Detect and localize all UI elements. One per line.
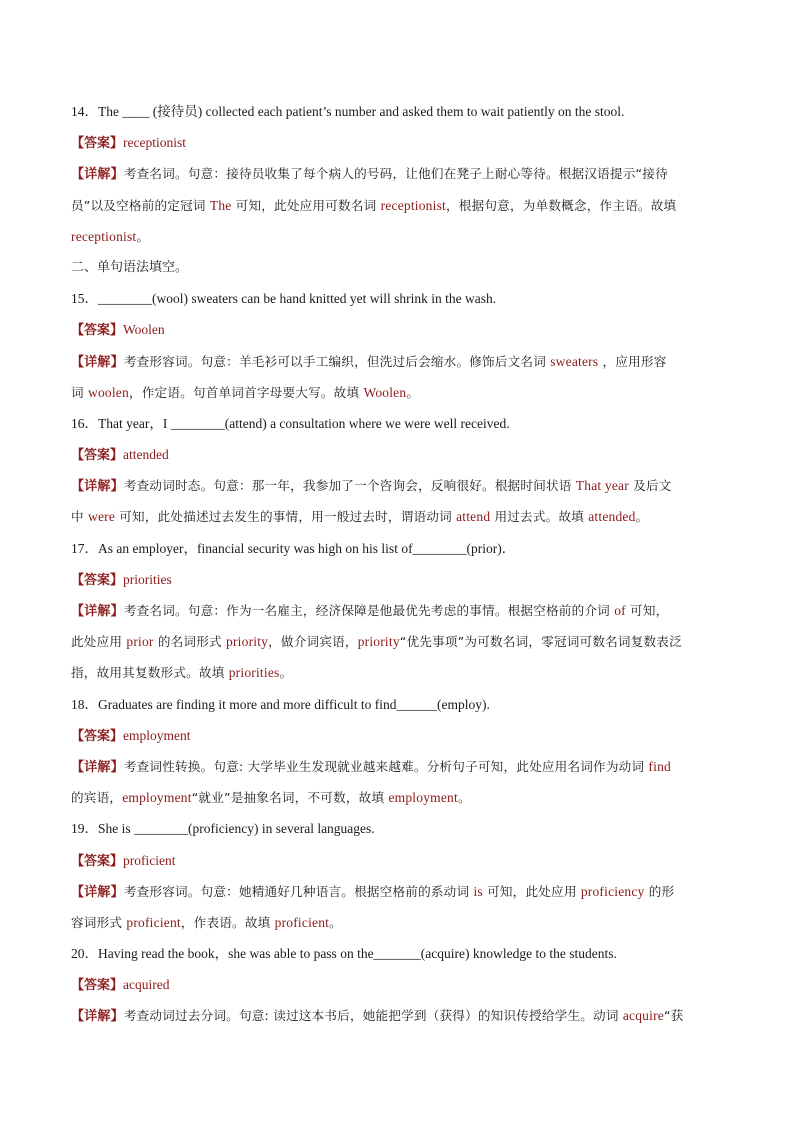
answer-label: 【答案】 — [71, 572, 124, 588]
explanation-line — [71, 1000, 723, 1031]
explanation-line — [71, 221, 723, 252]
explanation-text: 员”以及空格前的定冠词 The 可知，此处应用可数名词 receptionist，根据句意，为单数概念，作主语。故填 — [71, 197, 677, 213]
explanation-line — [71, 657, 723, 688]
answer-line — [71, 564, 723, 595]
explanation-text: receptionist。 — [71, 228, 150, 244]
explanation-text: 此处应用 prior 的名词形式 priority，做介词宾语，priority“优先事项”为可数名词，零冠词可数名词复数表泛 — [71, 634, 682, 650]
explanation-label: 【详解】 — [71, 1009, 124, 1025]
explanation-text: 词 woolen，作定语。句首单词首字母要大写。故填 Woolen。 — [71, 384, 420, 400]
answer-text: proficient — [123, 852, 176, 868]
question-line: 15．________(wool) sweaters can be hand knitted yet will shrink in the wash. — [71, 291, 497, 307]
answer-text: acquired — [123, 977, 170, 993]
explanation-line — [71, 782, 723, 813]
answer-label: 【答案】 — [71, 136, 124, 152]
answer-line — [71, 439, 723, 470]
answer-text: receptionist — [123, 135, 186, 151]
answer-text: Woolen — [123, 322, 165, 338]
explanation-text: 考查名词。句意：作为一名雇主，经济保障是他最优先考虑的事情。根据空格前的介词 of 可知， — [123, 603, 669, 618]
explanation-line — [71, 158, 723, 189]
answer-line — [71, 720, 723, 751]
answer-text: attended — [123, 447, 169, 463]
explanation-line — [71, 501, 723, 532]
explanation-label: 【详解】 — [71, 354, 124, 370]
explanation-line — [71, 470, 723, 501]
answer-label: 【答案】 — [71, 978, 124, 994]
document-page — [71, 96, 723, 1032]
explanation-line — [71, 751, 723, 782]
explanation-label: 【详解】 — [71, 604, 124, 619]
question-line: 14．The ____ (接待员) collected each patient’s number and asked them to wait patiently on the stool. — [71, 104, 625, 119]
explanation-line — [71, 876, 723, 907]
question-line: 17．As an employer，financial security was high on his list of________(prior)． — [71, 540, 516, 556]
question-line: 19．She is ________(proficiency) in several languages. — [71, 821, 375, 837]
explanation-line — [71, 190, 723, 221]
answer-label: 【答案】 — [71, 323, 124, 339]
explanation-label: 【详解】 — [71, 167, 124, 183]
question-line: 16．That year，I ________(attend) a consultation where we were well received. — [71, 415, 510, 431]
answer-line — [71, 845, 723, 876]
section-heading: 二、单句语法填空。 — [71, 259, 189, 275]
explanation-line — [71, 595, 723, 626]
answer-text: employment — [123, 727, 191, 743]
explanation-text: 考查形容词。句意：她精通好几种语言。根据空格前的系动词 is 可知，此处应用 proficiency 的形 — [123, 883, 675, 899]
explanation-text: 考查形容词。句意：羊毛衫可以手工编织，但洗过后会缩水。修饰后文名词 sweaters ，应用形容 — [123, 353, 667, 369]
explanation-text: 考查词性转换。句意: 大学毕业生发现就业越来越难。分析句子可知，此处应用名词作为动词 find — [123, 758, 671, 774]
explanation-line — [71, 346, 723, 377]
answer-line — [71, 127, 723, 158]
question-line: 18．Graduates are finding it more and more difficult to find______(employ). — [71, 696, 490, 712]
answer-label: 【答案】 — [71, 853, 124, 869]
explanation-text: 的宾语，employment“就业”是抽象名词，不可数，故填 employment。 — [71, 790, 471, 806]
explanation-text: 中 were 可知，此处描述过去发生的事情，用一般过去时，谓语动词 attend 用过去式。故填 attended。 — [71, 509, 649, 525]
explanation-text: 指，故用其复数形式。故填 priorities。 — [71, 665, 293, 681]
answer-label: 【答案】 — [71, 728, 124, 744]
explanation-label: 【详解】 — [71, 479, 124, 495]
explanation-line — [71, 907, 723, 938]
explanation-label: 【详解】 — [71, 884, 124, 900]
explanation-line — [71, 626, 723, 657]
explanation-text: 考查动词时态。句意：那一年，我参加了一个咨询会，反响很好。根据时间状语 That year 及后文 — [123, 478, 672, 494]
explanation-text: 考查名词。句意：接待员收集了每个病人的号码，让他们在凳子上耐心等待。根据汉语提示“接待 — [123, 166, 668, 182]
answer-text: priorities — [123, 571, 172, 587]
explanation-line — [71, 377, 723, 408]
explanation-label: 【详解】 — [71, 759, 124, 775]
question-line: 20．Having read the book，she was able to pass on the_______(acquire) knowledge to the students. — [71, 946, 617, 962]
answer-label: 【答案】 — [71, 448, 124, 464]
explanation-text: 考查动词过去分词。句意: 读过这本书后，她能把学到（获得）的知识传授给学生。动词 acquire“获 — [123, 1008, 684, 1024]
answer-line — [71, 969, 723, 1000]
explanation-text: 容词形式 proficient，作表语。故填 proficient。 — [71, 914, 342, 930]
answer-line — [71, 314, 723, 345]
